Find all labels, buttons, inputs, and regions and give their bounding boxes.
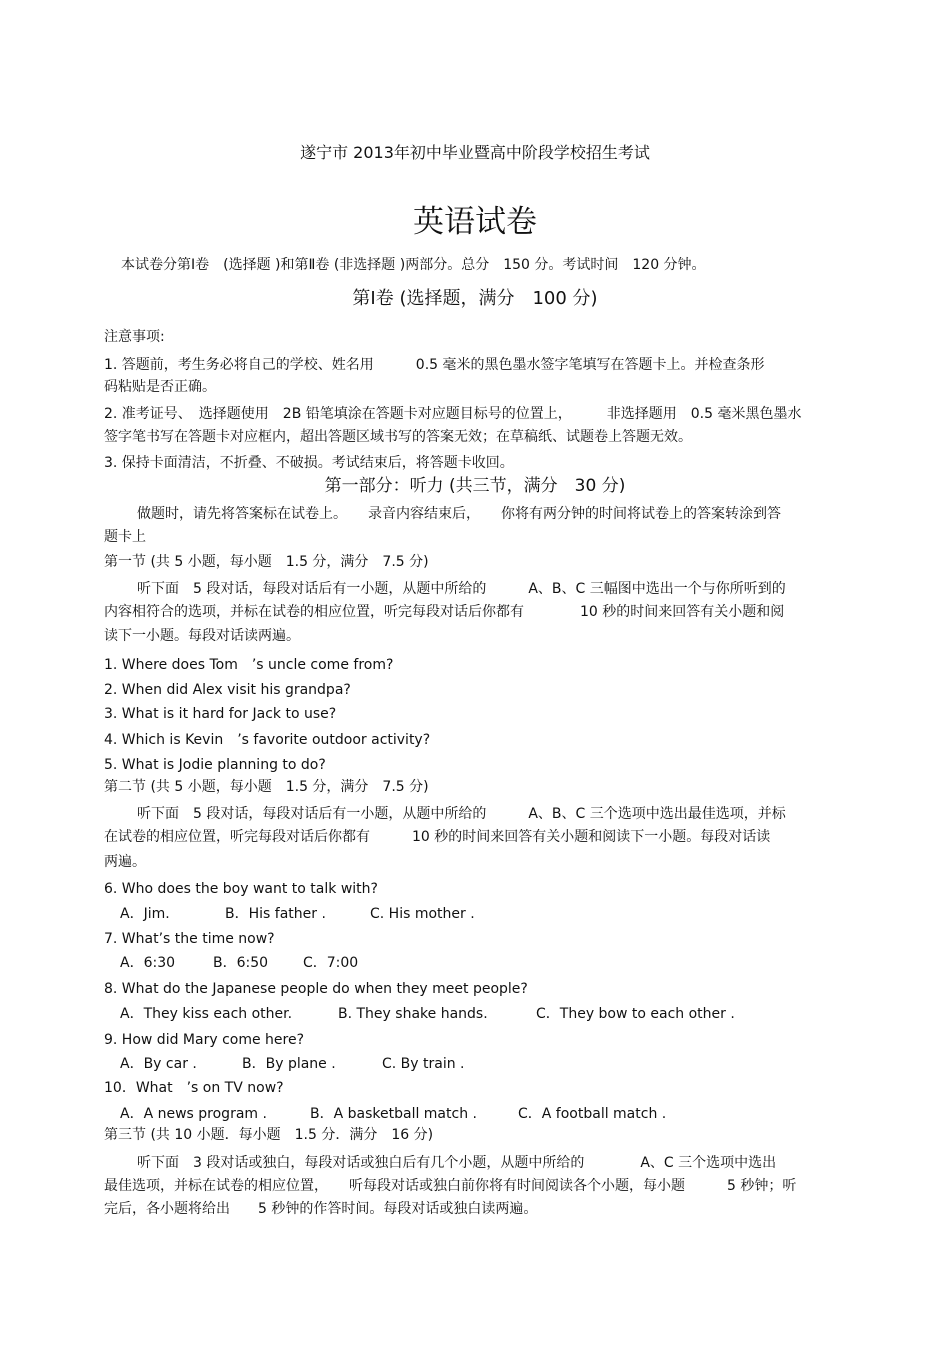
question-5: 5. What is Jodie planning to do? <box>104 757 326 773</box>
exam-header: 遂宁市 2013年初中毕业暨高中阶段学校招生考试 <box>300 143 650 162</box>
question-2: 2. When did Alex visit his grandpa? <box>104 682 351 698</box>
question-6: 6. Who does the boy want to talk with? <box>104 881 378 897</box>
option-b: B. They shake hands. <box>338 1006 488 1022</box>
option-c: C．7:00 <box>303 955 359 971</box>
section3-instruction: 最佳选项，并标在试卷的相应位置， 听每段对话或独白前你将有时间阅读各个小题，每小题 5 秒钟；听 <box>104 1178 797 1194</box>
note-line: 2. 准考证号、 选择题使用 2B 铅笔填涂在答题卡对应题目标号的位置上， 非选择题用 0.5 毫米黑色墨水 <box>104 406 802 422</box>
section3-heading: 第三节 (共 10 小题．每小题 1.5 分．满分 16 分) <box>104 1127 434 1143</box>
section2-heading: 第二节 (共 5 小题，每小题 1.5 分，满分 7.5 分) <box>104 779 429 795</box>
section1-instruction: 读下一小题。每段对话读两遍。 <box>104 628 300 644</box>
option-b: B．A basketball match . <box>310 1106 477 1122</box>
exam-title: 英语试卷 <box>413 204 537 240</box>
question-7: 7. What’s the time now? <box>104 931 275 947</box>
question-9-options <box>120 1055 465 1073</box>
note-line: 码粘贴是否正确。 <box>104 379 216 395</box>
option-a: A．A news program . <box>120 1106 267 1122</box>
option-a: A．They kiss each other. <box>120 1006 293 1022</box>
question-1: 1. Where does Tom ’s uncle come from? <box>104 657 394 673</box>
section1-instruction: 听下面 5 段对话，每段对话后有一小题，从题中所给的 A、B、C 三幅图中选出一个与你所听到的 <box>137 581 786 597</box>
section2-instruction: 在试卷的相应位置，听完每段对话后你都有 10 秒的时间来回答有关小题和阅读下一小题。每段对话读 <box>104 829 771 845</box>
question-8-options <box>120 1005 735 1023</box>
section2-instruction: 听下面 5 段对话，每段对话后有一小题，从题中所给的 A、B、C 三个选项中选出最佳选项，并标 <box>137 806 786 822</box>
option-a: A．By car . <box>120 1056 197 1072</box>
question-10-options <box>120 1105 666 1123</box>
note-line: 签字笔书写在答题卡对应框内，超出答题区域书写的答案无效；在草稿纸、试题卷上答题无效。 <box>104 429 692 445</box>
listening-intro-line: 题卡上 <box>104 529 146 545</box>
option-a: A．6:30 <box>120 955 176 971</box>
section1-instruction: 内容相符合的选项，并标在试卷的相应位置，听完每段对话后你都有 10 秒的时间来回答有关小题和阅 <box>104 604 785 620</box>
option-b: B．6:50 <box>213 955 269 971</box>
section3-instruction: 听下面 3 段对话或独白，每段对话或独白后有几个小题，从题中所给的 A、C 三个选项中选出 <box>137 1155 777 1171</box>
part1-heading: 第Ⅰ卷 (选择题，满分 100 分) <box>352 288 598 309</box>
option-c: C．A football match . <box>518 1106 667 1122</box>
note-line: 1. 答题前，考生务必将自己的学校、姓名用 0.5 毫米的黑色墨水签字笔填写在答题卡上。并检查条形 <box>104 357 765 373</box>
section1-heading: 第一节 (共 5 小题，每小题 1.5 分，满分 7.5 分) <box>104 554 429 570</box>
notes-heading: 注意事项: <box>104 329 165 345</box>
option-c: C. By train . <box>382 1056 465 1072</box>
question-4: 4. Which is Kevin ’s favorite outdoor activity? <box>104 732 431 748</box>
option-a: A．Jim. <box>120 906 170 922</box>
listening-intro-line: 做题时，请先将答案标在试卷上。 录音内容结束后， 你将有两分钟的时间将试卷上的答案转涂到答 <box>137 506 781 522</box>
option-b: B．By plane . <box>242 1056 336 1072</box>
question-6-options <box>120 905 475 923</box>
listening-heading: 第一部分：听力 (共三节，满分 30 分) <box>324 476 626 496</box>
question-9: 9. How did Mary come here? <box>104 1032 305 1048</box>
section2-instruction: 两遍。 <box>104 854 146 870</box>
note-line: 3. 保持卡面清洁，不折叠、不破损。考试结束后，将答题卡收回。 <box>104 455 514 471</box>
option-c: C. His mother . <box>370 906 475 922</box>
question-10: 10．What ’s on TV now? <box>104 1080 284 1096</box>
question-8: 8. What do the Japanese people do when they meet people? <box>104 981 528 997</box>
option-c: C．They bow to each other . <box>536 1006 735 1022</box>
option-b: B．His father . <box>225 906 326 922</box>
question-3: 3. What is it hard for Jack to use? <box>104 706 337 722</box>
question-7-options <box>120 954 358 972</box>
section3-instruction: 完后，各小题将给出 5 秒钟的作答时间。每段对话或独白读两遍。 <box>104 1201 538 1217</box>
exam-intro: 本试卷分第Ⅰ卷 (选择题 )和第Ⅱ卷 (非选择题 )两部分。总分 150 分。考试时间 120 分钟。 <box>121 257 706 273</box>
